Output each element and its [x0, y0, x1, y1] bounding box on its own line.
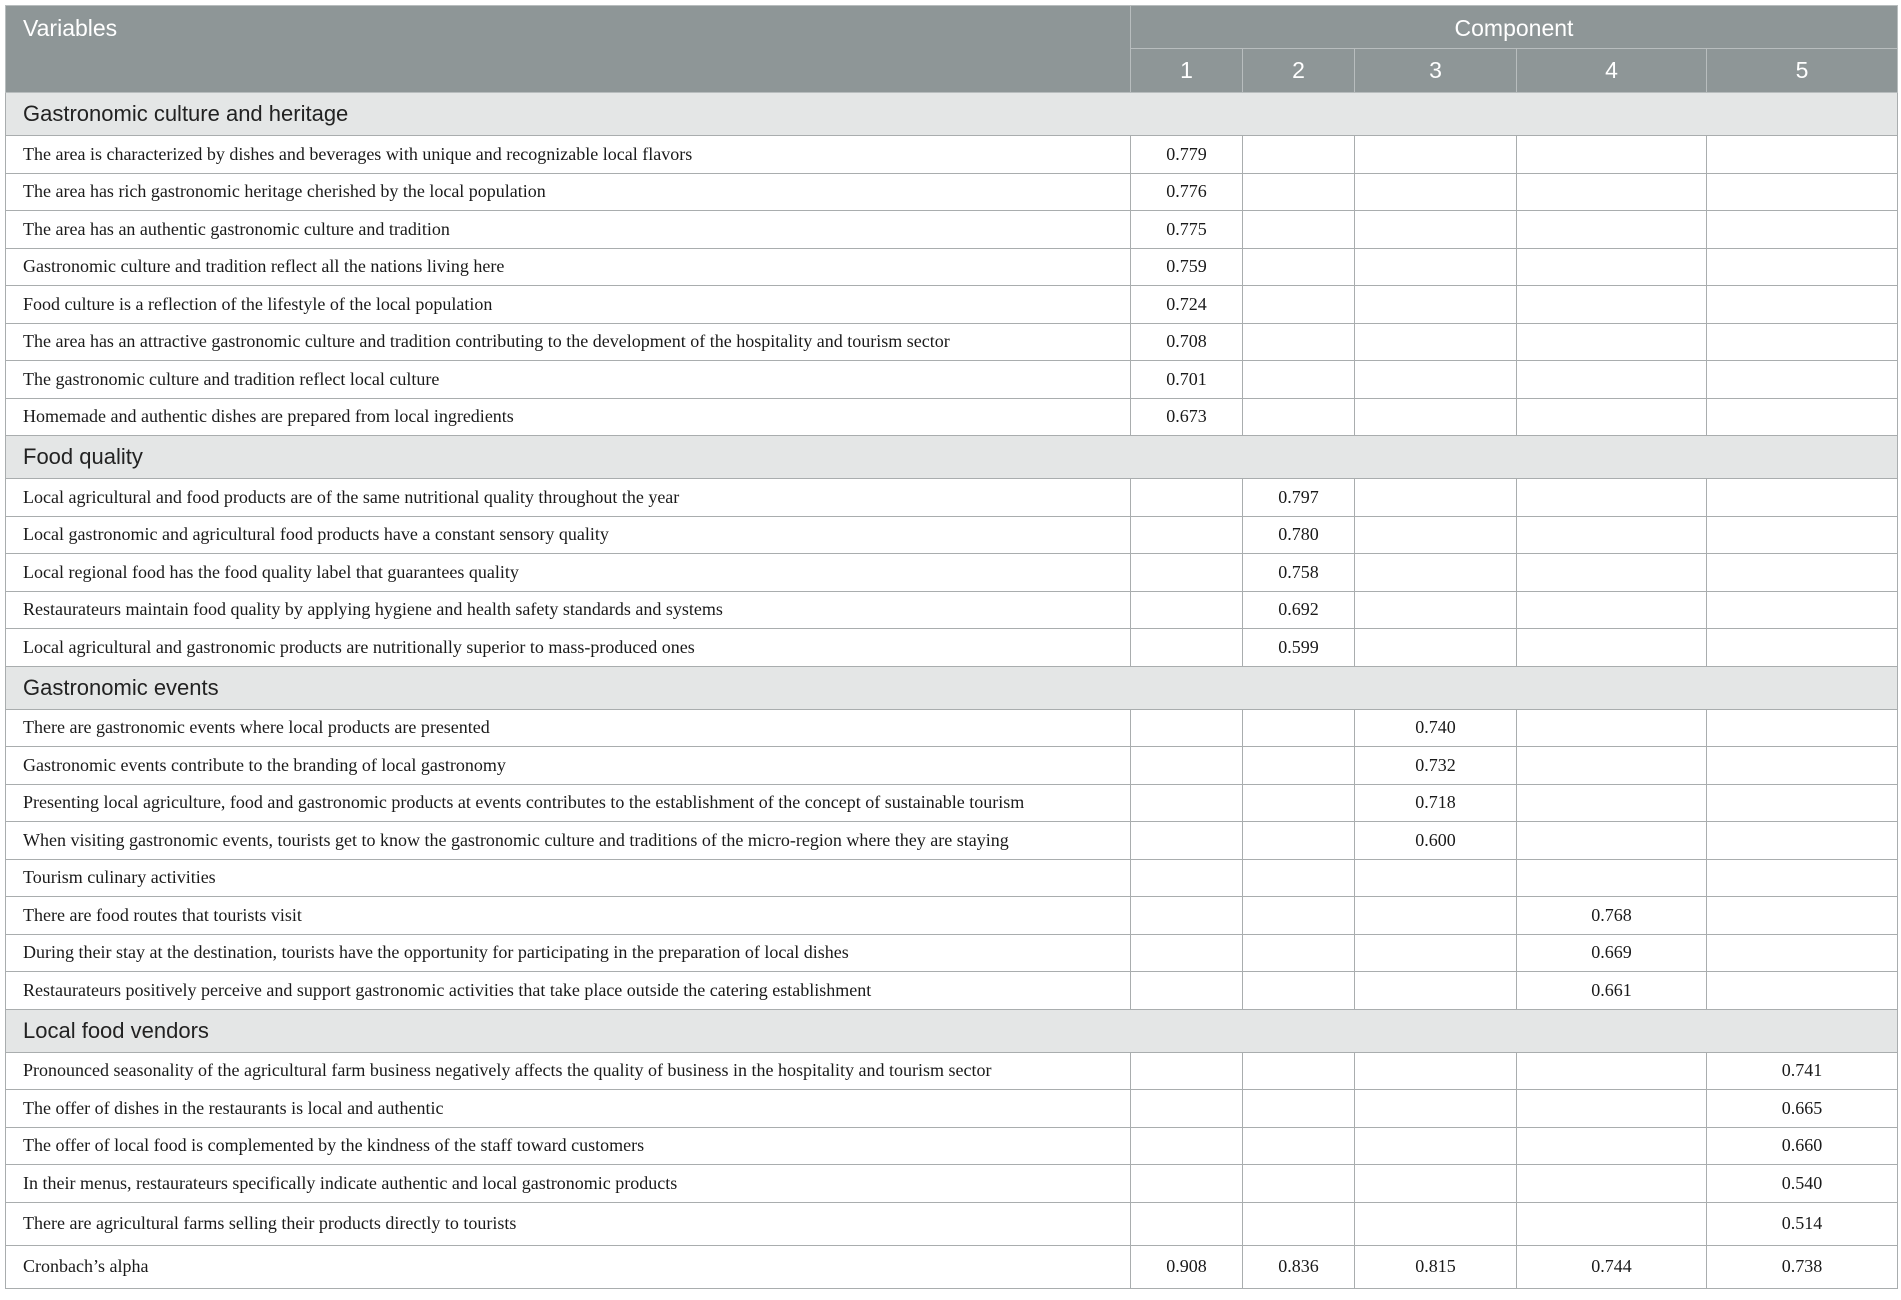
table-header: [6, 6, 1898, 93]
loading-cell-component-1: [1131, 629, 1243, 667]
loading-cell-component-4: [1517, 554, 1707, 592]
loading-cell-component-5: [1707, 248, 1898, 286]
variable-label: The area has rich gastronomic heritage cherished by the local population: [6, 173, 1131, 211]
loading-cell-component-3: 0.600: [1355, 822, 1517, 860]
table-row: [6, 934, 1898, 972]
loading-cell-component-2: [1243, 934, 1355, 972]
variable-label: Local agricultural and food products are of the same nutritional quality throughout the year: [6, 479, 1131, 517]
loading-cell-component-2: [1243, 784, 1355, 822]
loading-cell-component-3: 0.732: [1355, 747, 1517, 785]
variable-label: There are gastronomic events where local products are presented: [6, 709, 1131, 747]
variable-label: During their stay at the destination, tourists have the opportunity for participating in the preparation of local dishes: [6, 934, 1131, 972]
loading-cell-component-1: [1131, 934, 1243, 972]
loading-cell-component-1: 0.759: [1131, 248, 1243, 286]
table-row: [6, 629, 1898, 667]
loading-cell-component-3: 0.740: [1355, 709, 1517, 747]
table-row: [6, 747, 1898, 785]
loading-cell-component-1: 0.701: [1131, 361, 1243, 399]
loading-cell-component-2: [1243, 248, 1355, 286]
loading-cell-component-2: [1243, 1127, 1355, 1165]
loading-cell-component-1: [1131, 554, 1243, 592]
loading-cell-component-1: [1131, 1052, 1243, 1090]
loading-cell-component-4: [1517, 591, 1707, 629]
loading-cell-component-4: [1517, 516, 1707, 554]
variable-label: Presenting local agriculture, food and gastronomic products at events contributes to the establishment of the concept of sustainable tourism: [6, 784, 1131, 822]
loading-cell-component-2: [1243, 972, 1355, 1010]
loading-cell-component-5: 0.741: [1707, 1052, 1898, 1090]
loading-cell-component-5: [1707, 173, 1898, 211]
loading-cell-component-5: [1707, 591, 1898, 629]
variable-label: Local agricultural and gastronomic products are nutritionally superior to mass-produced ones: [6, 629, 1131, 667]
table-row: [6, 709, 1898, 747]
variables-header: Variables: [6, 6, 1131, 93]
loading-cell-component-1: 0.779: [1131, 136, 1243, 174]
loading-cell-component-5: [1707, 323, 1898, 361]
loading-cell-component-3: [1355, 554, 1517, 592]
loading-cell-component-3: [1355, 972, 1517, 1010]
table-row: [6, 1052, 1898, 1090]
factor-loadings-table: [5, 5, 1898, 1289]
loading-cell-component-2: [1243, 323, 1355, 361]
variable-label: Restaurateurs maintain food quality by applying hygiene and health safety standards and systems: [6, 591, 1131, 629]
loading-cell-component-5: [1707, 361, 1898, 399]
loading-cell-component-2: 0.758: [1243, 554, 1355, 592]
loading-cell-component-1: [1131, 859, 1243, 897]
variable-label: Homemade and authentic dishes are prepared from local ingredients: [6, 398, 1131, 436]
loading-cell-component-3: [1355, 516, 1517, 554]
loading-cell-component-3: [1355, 211, 1517, 249]
section-title: Local food vendors: [6, 1009, 1898, 1052]
table-row: [6, 1202, 1898, 1245]
table-row: [6, 248, 1898, 286]
table-row: [6, 554, 1898, 592]
loading-cell-component-1: 0.673: [1131, 398, 1243, 436]
loading-cell-component-4: [1517, 1052, 1707, 1090]
loading-cell-component-3: [1355, 173, 1517, 211]
loading-cell-component-4: [1517, 859, 1707, 897]
component-1-header: 1: [1131, 49, 1243, 93]
loading-cell-component-2: [1243, 1090, 1355, 1128]
loading-cell-component-4: 0.768: [1517, 897, 1707, 935]
loading-cell-component-4: [1517, 286, 1707, 324]
variable-label: Local gastronomic and agricultural food products have a constant sensory quality: [6, 516, 1131, 554]
loading-cell-component-4: [1517, 479, 1707, 517]
loading-cell-component-3: 0.718: [1355, 784, 1517, 822]
variable-label: The offer of dishes in the restaurants is local and authentic: [6, 1090, 1131, 1128]
loading-cell-component-5: [1707, 286, 1898, 324]
table-row: [6, 1165, 1898, 1203]
section-row: [6, 93, 1898, 136]
loading-cell-component-5: [1707, 211, 1898, 249]
loading-cell-component-3: [1355, 591, 1517, 629]
loading-cell-component-1: 0.776: [1131, 173, 1243, 211]
loading-cell-component-2: [1243, 1202, 1355, 1245]
loading-cell-component-4: [1517, 136, 1707, 174]
loading-cell-component-5: 0.540: [1707, 1165, 1898, 1203]
loading-cell-component-5: [1707, 784, 1898, 822]
loading-cell-component-1: [1131, 1090, 1243, 1128]
component-4-header: 4: [1517, 49, 1707, 93]
loading-cell-component-2: 0.836: [1243, 1245, 1355, 1288]
loading-cell-component-3: [1355, 1202, 1517, 1245]
table-row: [6, 211, 1898, 249]
loading-cell-component-2: [1243, 173, 1355, 211]
table-body: [6, 93, 1898, 1289]
table-row: [6, 822, 1898, 860]
loading-cell-component-5: [1707, 747, 1898, 785]
loading-cell-component-3: [1355, 934, 1517, 972]
loading-cell-component-2: [1243, 286, 1355, 324]
loading-cell-component-5: [1707, 136, 1898, 174]
loading-cell-component-4: [1517, 248, 1707, 286]
loading-cell-component-2: [1243, 398, 1355, 436]
component-2-header: 2: [1243, 49, 1355, 93]
loading-cell-component-2: [1243, 361, 1355, 399]
table-row: [6, 784, 1898, 822]
variable-label: Cronbach’s alpha: [6, 1245, 1131, 1288]
loading-cell-component-2: [1243, 136, 1355, 174]
loading-cell-component-2: [1243, 1165, 1355, 1203]
loading-cell-component-1: [1131, 972, 1243, 1010]
variable-label: Pronounced seasonality of the agricultural farm business negatively affects the quality of business in the hospitality and tourism sector: [6, 1052, 1131, 1090]
loading-cell-component-3: [1355, 1127, 1517, 1165]
loading-cell-component-1: [1131, 897, 1243, 935]
loading-cell-component-3: [1355, 859, 1517, 897]
factor-loadings-table-container: [5, 5, 1897, 1289]
loading-cell-component-5: [1707, 859, 1898, 897]
loading-cell-component-2: 0.692: [1243, 591, 1355, 629]
loading-cell-component-5: [1707, 897, 1898, 935]
table-row: [6, 323, 1898, 361]
loading-cell-component-1: [1131, 1165, 1243, 1203]
loading-cell-component-5: [1707, 934, 1898, 972]
loading-cell-component-4: 0.661: [1517, 972, 1707, 1010]
loading-cell-component-2: [1243, 1052, 1355, 1090]
loading-cell-component-5: 0.514: [1707, 1202, 1898, 1245]
loading-cell-component-4: 0.669: [1517, 934, 1707, 972]
table-row: [6, 859, 1898, 897]
loading-cell-component-4: [1517, 1090, 1707, 1128]
loading-cell-component-3: [1355, 1165, 1517, 1203]
loading-cell-component-5: [1707, 479, 1898, 517]
loading-cell-component-1: [1131, 1127, 1243, 1165]
loading-cell-component-5: [1707, 516, 1898, 554]
loading-cell-component-2: 0.797: [1243, 479, 1355, 517]
loading-cell-component-3: [1355, 479, 1517, 517]
loading-cell-component-1: [1131, 516, 1243, 554]
component-3-header: 3: [1355, 49, 1517, 93]
loading-cell-component-1: [1131, 784, 1243, 822]
table-row: [6, 286, 1898, 324]
loading-cell-component-4: [1517, 629, 1707, 667]
table-row: [6, 1245, 1898, 1288]
variable-label: The area is characterized by dishes and beverages with unique and recognizable local flavors: [6, 136, 1131, 174]
loading-cell-component-4: [1517, 1127, 1707, 1165]
loading-cell-component-3: [1355, 897, 1517, 935]
loading-cell-component-4: 0.744: [1517, 1245, 1707, 1288]
variable-label: Tourism culinary activities: [6, 859, 1131, 897]
loading-cell-component-2: [1243, 211, 1355, 249]
loading-cell-component-1: 0.708: [1131, 323, 1243, 361]
loading-cell-component-5: [1707, 972, 1898, 1010]
loading-cell-component-3: [1355, 248, 1517, 286]
variable-label: When visiting gastronomic events, tourists get to know the gastronomic culture and traditions of the micro-region where they are staying: [6, 822, 1131, 860]
loading-cell-component-4: [1517, 747, 1707, 785]
section-title: Gastronomic culture and heritage: [6, 93, 1898, 136]
variable-label: Food culture is a reflection of the lifestyle of the local population: [6, 286, 1131, 324]
loading-cell-component-5: [1707, 554, 1898, 592]
section-row: [6, 436, 1898, 479]
loading-cell-component-3: [1355, 1090, 1517, 1128]
loading-cell-component-1: [1131, 822, 1243, 860]
loading-cell-component-4: [1517, 822, 1707, 860]
loading-cell-component-1: [1131, 747, 1243, 785]
loading-cell-component-5: 0.665: [1707, 1090, 1898, 1128]
table-row: [6, 361, 1898, 399]
loading-cell-component-5: 0.660: [1707, 1127, 1898, 1165]
loading-cell-component-2: [1243, 822, 1355, 860]
variable-label: In their menus, restaurateurs specifically indicate authentic and local gastronomic products: [6, 1165, 1131, 1203]
loading-cell-component-3: [1355, 629, 1517, 667]
variable-label: Gastronomic culture and tradition reflect all the nations living here: [6, 248, 1131, 286]
variable-label: The area has an attractive gastronomic culture and tradition contributing to the development of the hospitality and tourism sector: [6, 323, 1131, 361]
loading-cell-component-4: [1517, 1165, 1707, 1203]
loading-cell-component-3: [1355, 1052, 1517, 1090]
loading-cell-component-4: [1517, 1202, 1707, 1245]
loading-cell-component-3: [1355, 136, 1517, 174]
loading-cell-component-3: [1355, 323, 1517, 361]
variable-label: The gastronomic culture and tradition reflect local culture: [6, 361, 1131, 399]
loading-cell-component-3: [1355, 398, 1517, 436]
loading-cell-component-2: 0.780: [1243, 516, 1355, 554]
loading-cell-component-4: [1517, 211, 1707, 249]
loading-cell-component-4: [1517, 173, 1707, 211]
variable-label: The offer of local food is complemented by the kindness of the staff toward customers: [6, 1127, 1131, 1165]
section-title: Food quality: [6, 436, 1898, 479]
loading-cell-component-2: [1243, 897, 1355, 935]
loading-cell-component-1: 0.775: [1131, 211, 1243, 249]
variable-label: The area has an authentic gastronomic culture and tradition: [6, 211, 1131, 249]
loading-cell-component-2: [1243, 747, 1355, 785]
table-row: [6, 591, 1898, 629]
component-header: Component: [1131, 6, 1898, 49]
loading-cell-component-5: [1707, 822, 1898, 860]
table-row: [6, 1090, 1898, 1128]
section-row: [6, 1009, 1898, 1052]
loading-cell-component-2: [1243, 859, 1355, 897]
section-title: Gastronomic events: [6, 666, 1898, 709]
loading-cell-component-2: 0.599: [1243, 629, 1355, 667]
variable-label: There are agricultural farms selling their products directly to tourists: [6, 1202, 1131, 1245]
variable-label: Gastronomic events contribute to the branding of local gastronomy: [6, 747, 1131, 785]
loading-cell-component-4: [1517, 784, 1707, 822]
loading-cell-component-4: [1517, 709, 1707, 747]
loading-cell-component-1: 0.724: [1131, 286, 1243, 324]
table-row: [6, 972, 1898, 1010]
loading-cell-component-1: [1131, 709, 1243, 747]
loading-cell-component-1: [1131, 591, 1243, 629]
loading-cell-component-3: [1355, 361, 1517, 399]
table-row: [6, 516, 1898, 554]
loading-cell-component-2: [1243, 709, 1355, 747]
table-row: [6, 479, 1898, 517]
loading-cell-component-4: [1517, 398, 1707, 436]
variable-label: Local regional food has the food quality label that guarantees quality: [6, 554, 1131, 592]
loading-cell-component-3: 0.815: [1355, 1245, 1517, 1288]
loading-cell-component-4: [1517, 361, 1707, 399]
loading-cell-component-5: 0.738: [1707, 1245, 1898, 1288]
loading-cell-component-4: [1517, 323, 1707, 361]
loading-cell-component-1: [1131, 479, 1243, 517]
section-row: [6, 666, 1898, 709]
table-row: [6, 1127, 1898, 1165]
loading-cell-component-3: [1355, 286, 1517, 324]
loading-cell-component-1: 0.908: [1131, 1245, 1243, 1288]
loading-cell-component-5: [1707, 398, 1898, 436]
variable-label: Restaurateurs positively perceive and support gastronomic activities that take place outside the catering establishment: [6, 972, 1131, 1010]
loading-cell-component-5: [1707, 629, 1898, 667]
table-row: [6, 136, 1898, 174]
table-row: [6, 173, 1898, 211]
loading-cell-component-1: [1131, 1202, 1243, 1245]
component-5-header: 5: [1707, 49, 1898, 93]
loading-cell-component-5: [1707, 709, 1898, 747]
variable-label: There are food routes that tourists visit: [6, 897, 1131, 935]
table-row: [6, 398, 1898, 436]
table-row: [6, 897, 1898, 935]
